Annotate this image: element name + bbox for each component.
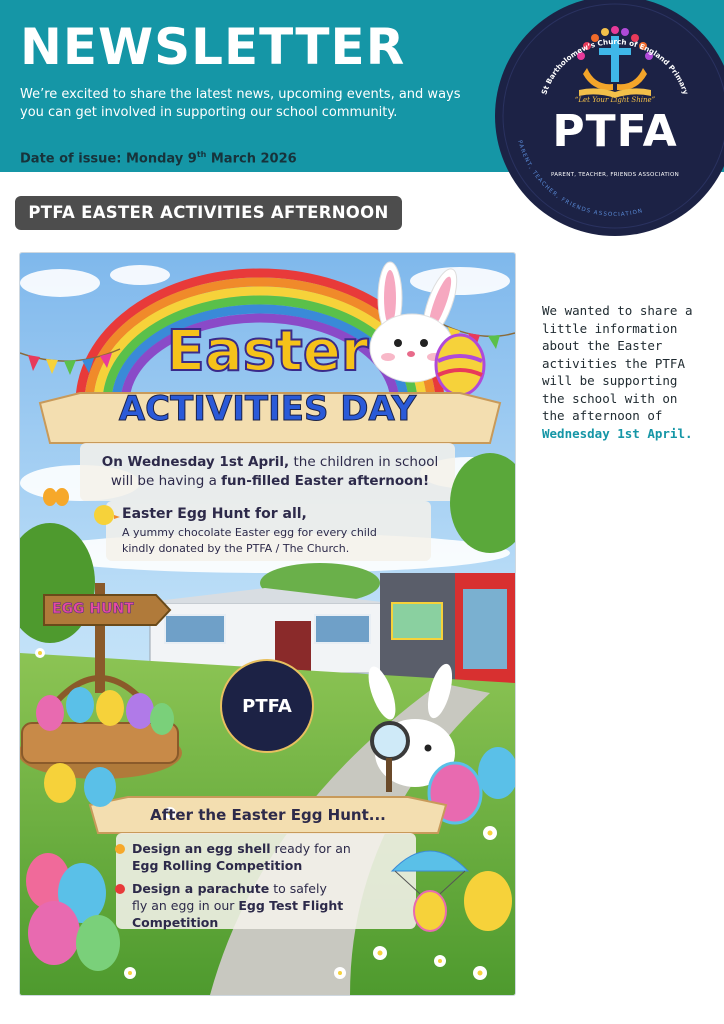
issue-date-sup: th <box>196 150 207 159</box>
hunt-line-1: A yummy chocolate Easter egg for every child <box>122 526 377 539</box>
after-item-2-comp: Egg Test Flight <box>238 898 344 913</box>
poster-headline-easter: Easter <box>166 319 369 384</box>
poster-intro-bold-2: fun-filled Easter afternoon! <box>221 473 430 489</box>
after-title: After the Easter Egg Hunt... <box>150 806 386 824</box>
ptfa-logo <box>497 0 724 234</box>
logo-ptfa: PTFA <box>552 106 678 157</box>
after-item-2-bold: Design a parachute <box>132 881 270 896</box>
issue-date-suffix: March 2026 <box>206 151 297 167</box>
hand-left-icon <box>583 68 613 90</box>
logo-association: PARENT, TEACHER, FRIENDS ASSOCIATION <box>550 172 680 178</box>
poster-intro <box>90 453 450 491</box>
hand-right-icon <box>617 68 647 90</box>
after-item-2 <box>132 880 412 931</box>
after-item-1-bold: Design an egg shell <box>132 841 271 856</box>
after-item-2-rest: to safely <box>269 881 327 896</box>
poster-intro-rest: the children in school will be having a <box>110 454 439 489</box>
after-item-1-comp: Egg Rolling Competition <box>132 858 303 873</box>
poster-ptfa-badge: PTFA <box>242 696 292 717</box>
poster-intro-bold: On Wednesday 1st April, <box>101 454 290 470</box>
newsletter-title: NEWSLETTER <box>20 18 406 76</box>
after-item-1 <box>132 840 412 874</box>
newsletter-intro: We’re excited to share the latest news, upcoming events, and ways you can get involved in supporting our school community. <box>20 87 461 120</box>
logo-motto: “Let Your Light Shine” <box>574 96 656 104</box>
section-title: PTFA EASTER ACTIVITIES AFTERNOON <box>15 196 402 230</box>
logo-ring-text: PARENT, TEACHER, FRIENDS ASSOCIATION <box>516 139 645 219</box>
poster-headline-activities: ACTIVITIES DAY <box>118 389 417 429</box>
side-info-body: We wanted to share a little information about the Easter activities the PTFA will be supporting the school with on the afternoon of <box>542 303 693 423</box>
logo-school-name: St Bartholomew’s Church of England Primary <box>539 36 691 96</box>
hunt-line-2: kindly donated by the PTFA / The Church. <box>122 542 350 555</box>
egg-hunt-sign-label: EGG HUNT <box>52 601 134 617</box>
side-info-date: Wednesday 1st April. <box>542 425 693 441</box>
hunt-title: Easter Egg Hunt for all, <box>122 506 307 522</box>
after-item-2-fly: fly an egg in our <box>132 898 239 913</box>
easter-poster <box>20 253 515 995</box>
issue-date-prefix: Date of issue: Monday 9 <box>20 151 197 167</box>
side-info-text <box>542 302 704 442</box>
after-item-1-rest: ready for an <box>270 841 351 856</box>
chick-icon <box>94 505 114 525</box>
issue-date <box>20 150 297 166</box>
after-item-2-comp-2: Competition <box>132 915 219 930</box>
